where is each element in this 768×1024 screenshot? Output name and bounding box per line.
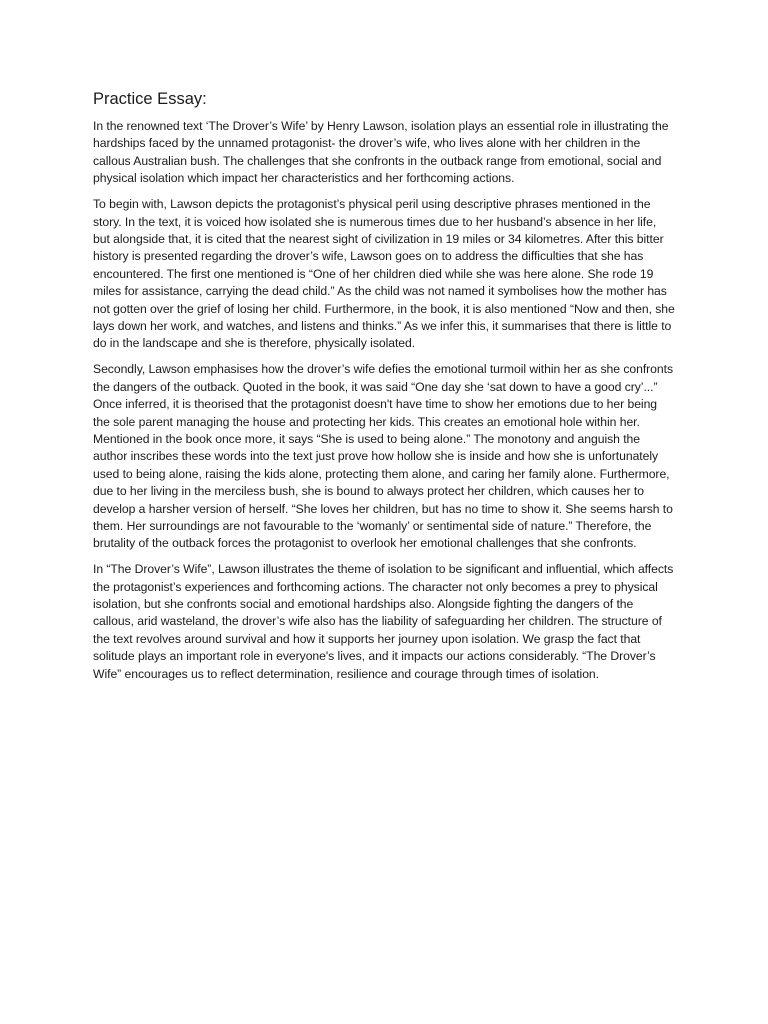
essay-title: Practice Essay: <box>93 90 207 108</box>
essay-paragraph-introduction: In the renowned text ‘The Drover’s Wife’ by Henry Lawson, isolation plays an essential role in illustrating the hardships faced by the unnamed protagonist- the drover’s wife, who lives alone with her children in the callous Australian bush. The challenges that she confronts in the outback range from emotional, social and physical isolation which impact her characteristics and her forthcoming actions. <box>93 119 669 186</box>
essay-content <box>93 88 675 692</box>
essay-paragraph-physical-isolation: To begin with, Lawson depicts the protagonist’s physical peril using descriptive phrases mentioned in the story. In the text, it is voiced how isolated she is numerous times due to her husband’s absence in her life, but alongside that, it is cited that the nearest sight of civilization in 19 miles or 34 kilometres. After this bitter history is presented regarding the drover’s wife, Lawson goes on to address the difficulties that she has encountered. The first one mentioned is “One of her children died while she was here alone. She rode 19 miles for assistance, carrying the dead child.” As the child was not named it symbolises how the mother has not gotten over the grief of losing her child. Furthermore, in the book, it is also mentioned “Now and then, she lays down her work, and watches, and listens and thinks.” As we infer this, it summarises that there is little to do in the landscape and she is therefore, physically isolated. <box>93 197 675 351</box>
essay-paragraph-conclusion: In “The Drover’s Wife”, Lawson illustrates the theme of isolation to be significant and influential, which affects the protagonist’s experiences and forthcoming actions. The character not only becomes a prey to physical isolation, but she confronts social and emotional hardships also. Alongside fighting the dangers of the callous, arid wasteland, the drover’s wife also has the liability of safeguarding her children. The structure of the text revolves around survival and how it supports her journey upon isolation. We grasp the fact that solitude plays an important role in everyone's lives, and it impacts our actions considerably. “The Drover’s Wife” encourages us to reflect determination, resilience and courage through times of isolation. <box>93 562 674 681</box>
essay-paragraph-emotional-isolation: Secondly, Lawson emphasises how the drover’s wife defies the emotional turmoil within her as she confronts the dangers of the outback. Quoted in the book, it was said “One day she ‘sat down to have a good cry’...” Once inferred, it is theorised that the protagonist doesn't have time to show her emotions due to her being the sole parent managing the house and protecting her kids. This creates an emotional hole within her. Mentioned in the book once more, it says “She is used to being alone.” The monotony and anguish the author inscribes these words into the text just prove how hollow she is inside and how she is unfortunately used to being alone, raising the kids alone, protecting them alone, and caring her family alone. Furthermore, due to her living in the merciless bush, she is bound to always protect her children, which causes her to develop a harsher version of herself. “She loves her children, but has no time to show it. She seems harsh to them. Her surroundings are not favourable to the ‘womanly’ or sentimental side of nature.” Therefore, the brutality of the outback forces the protagonist to overlook her emotional challenges that she confronts. <box>93 362 674 551</box>
